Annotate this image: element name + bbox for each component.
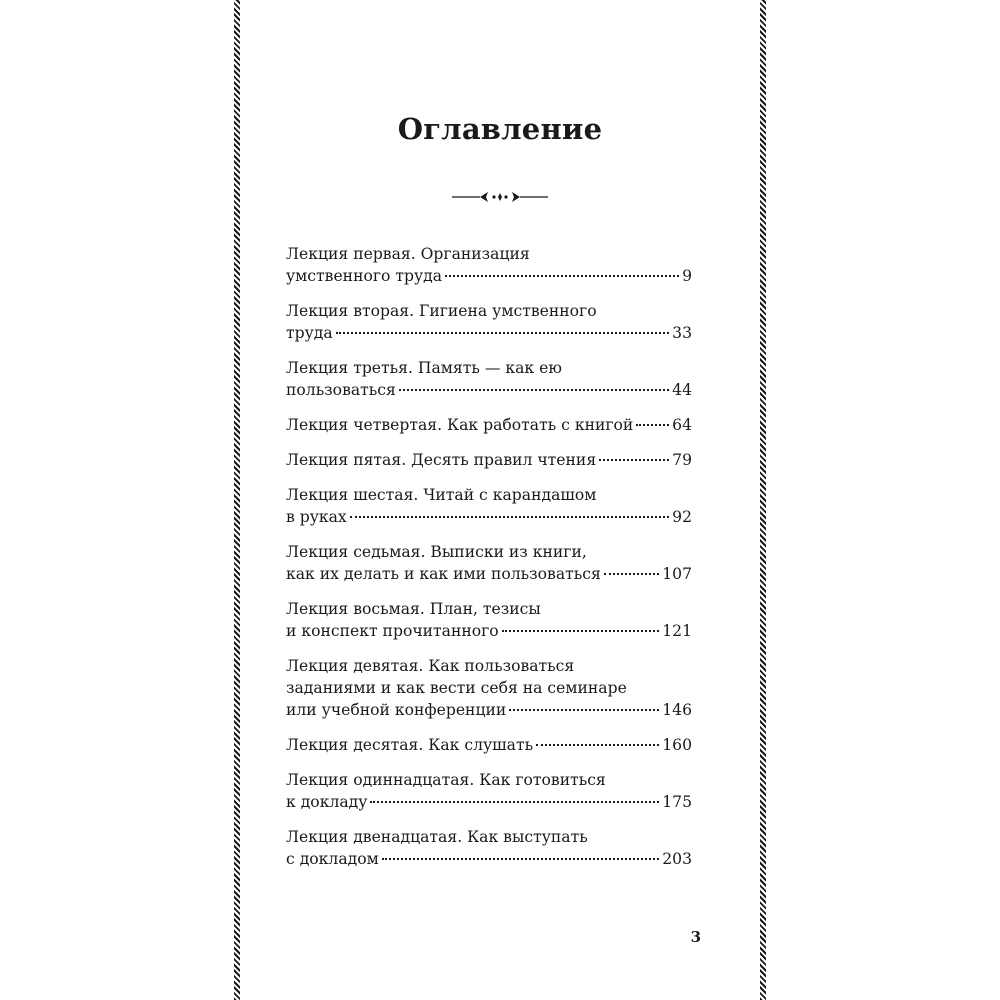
toc-entry-page-number: 33 xyxy=(672,324,692,342)
dot-leader xyxy=(370,801,659,803)
toc-entry-page-number: 79 xyxy=(672,451,692,469)
toc-entry-title-line: умственного труда xyxy=(286,267,443,285)
toc-entry-page-number: 175 xyxy=(662,793,692,811)
dot-leader xyxy=(536,744,659,746)
toc-entry xyxy=(286,655,692,721)
toc-entry-page-number: 9 xyxy=(682,267,692,285)
toc-entry-title-line: Лекция первая. Организация xyxy=(286,245,530,263)
page-number: 3 xyxy=(690,928,701,946)
toc-entry-title-line: Лекция десятая. Как слушать xyxy=(286,736,534,754)
toc-entry xyxy=(286,541,692,585)
toc-entry-last-line xyxy=(286,322,692,344)
dot-leader xyxy=(382,858,659,860)
page-title: Оглавление xyxy=(397,112,603,146)
toc-entry-last-line xyxy=(286,563,692,585)
toc-entry-title-line: Лекция третья. Память — как ею xyxy=(286,359,562,377)
toc-entry xyxy=(286,357,692,401)
fleuron-divider-icon xyxy=(452,186,548,208)
toc-entry-page-number: 146 xyxy=(662,701,692,719)
toc-entry-title-line: заданиями и как вести себя на семинаре xyxy=(286,679,627,697)
dot-leader xyxy=(502,630,660,632)
toc-entry-title-line: к докладу xyxy=(286,793,368,811)
toc-entry-page-number: 121 xyxy=(662,622,692,640)
dot-leader xyxy=(509,709,659,711)
toc-entry-page-number: 160 xyxy=(662,736,692,754)
toc-entry-last-line xyxy=(286,449,692,471)
toc-entry-title-line: и конспект прочитанного xyxy=(286,622,499,640)
toc-entry-title-line: Лекция шестая. Читай с карандашом xyxy=(286,486,597,504)
toc-entry-last-line xyxy=(286,620,692,642)
toc-entry xyxy=(286,414,692,436)
toc-entry-page-number: 64 xyxy=(672,416,692,434)
toc-entry-title-line: Лекция вторая. Гигиена умственного xyxy=(286,302,597,320)
toc-entry-title-line: Лекция четвертая. Как работать с книгой xyxy=(286,416,634,434)
toc-entry xyxy=(286,598,692,642)
toc-entry-last-line xyxy=(286,414,692,436)
dot-leader xyxy=(445,275,679,277)
toc-entry-page-number: 203 xyxy=(662,850,692,868)
toc-entry-last-line xyxy=(286,734,692,756)
toc-entry-title-line: или учебной конференции xyxy=(286,701,507,719)
toc-entry-title-line: труда xyxy=(286,324,333,342)
toc-entry-last-line xyxy=(286,791,692,813)
table-of-contents xyxy=(286,243,692,883)
dot-leader xyxy=(599,459,669,461)
toc-entry-title-line: с докладом xyxy=(286,850,379,868)
toc-entry-page-number: 44 xyxy=(672,381,692,399)
toc-entry-title-line: в руках xyxy=(286,508,347,526)
right-decorative-border xyxy=(760,0,766,1000)
toc-entry-last-line xyxy=(286,848,692,870)
toc-entry-title-line: пользоваться xyxy=(286,381,396,399)
toc-entry-last-line xyxy=(286,506,692,528)
toc-entry-title-line: Лекция седьмая. Выписки из книги, xyxy=(286,543,587,561)
toc-entry-title-line: Лекция двенадцатая. Как выступать xyxy=(286,828,588,846)
toc-entry xyxy=(286,449,692,471)
toc-entry-title-line: Лекция одиннадцатая. Как готовиться xyxy=(286,771,606,789)
toc-entry-last-line xyxy=(286,699,692,721)
dot-leader xyxy=(350,516,669,518)
dot-leader xyxy=(336,332,669,334)
dot-leader xyxy=(399,389,669,391)
toc-entry xyxy=(286,769,692,813)
toc-entry-title-line: Лекция пятая. Десять правил чтения xyxy=(286,451,597,469)
toc-entry-page-number: 107 xyxy=(662,565,692,583)
toc-entry-title-line: Лекция девятая. Как пользоваться xyxy=(286,657,575,675)
toc-entry-last-line xyxy=(286,265,692,287)
toc-entry-title-line: как их делать и как ими пользоваться xyxy=(286,565,601,583)
toc-entry xyxy=(286,734,692,756)
toc-entry-title-line: Лекция восьмая. План, тезисы xyxy=(286,600,541,618)
dot-leader xyxy=(604,573,659,575)
left-decorative-border xyxy=(234,0,240,1000)
toc-entry xyxy=(286,826,692,870)
toc-entry xyxy=(286,484,692,528)
toc-entry xyxy=(286,300,692,344)
toc-entry xyxy=(286,243,692,287)
toc-entry-page-number: 92 xyxy=(672,508,692,526)
dot-leader xyxy=(636,424,669,426)
toc-entry-last-line xyxy=(286,379,692,401)
